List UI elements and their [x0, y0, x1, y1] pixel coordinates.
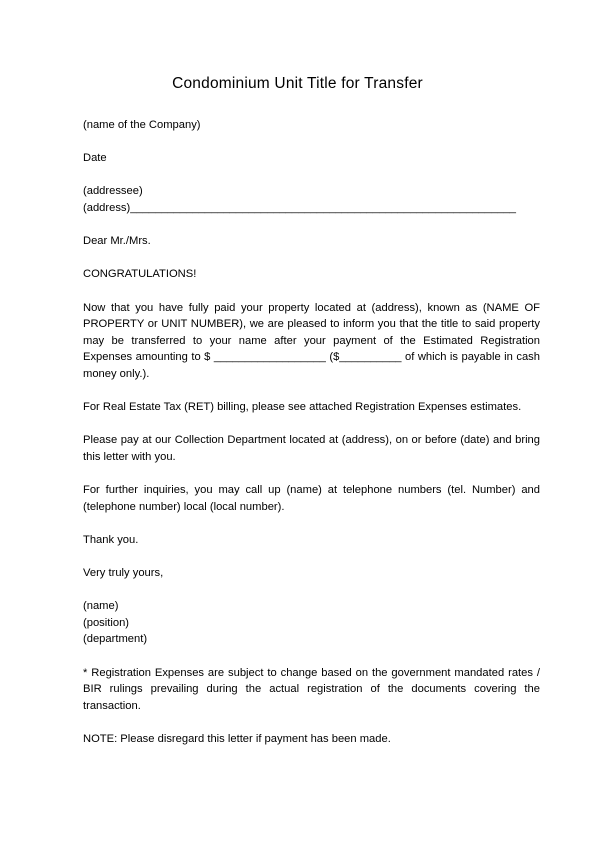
- closing-line: Very truly yours,: [83, 567, 164, 580]
- congratulations-line: CONGRATULATIONS!: [83, 268, 197, 281]
- company-name: (name of the Company): [83, 119, 201, 131]
- inquiries-paragraph: For further inquiries, you may call up (name) at telephone numbers (tel. Number) and (telephone number) local (local number).: [83, 484, 540, 513]
- ret-billing-paragraph: For Real Estate Tax (RET) billing, please see attached Registration Expenses estimates.: [83, 401, 522, 414]
- signatory-position: (position): [83, 616, 130, 629]
- payment-paragraph: Now that you have fully paid your property located at (address), known as (NAME OF PROPERTY or UNIT NUMBER), we are pleased to inform you that the title to said property may be transferred to your name after your payment of the Estimated Registration Expenses amounting to $ __________________ ($__________ of which is payable in cash money only.).: [83, 301, 540, 380]
- note-line: NOTE: Please disregard this letter if payment has been made.: [83, 732, 391, 745]
- page-title: Condominium Unit Title for Transfer: [172, 75, 423, 92]
- thank-you-line: Thank you.: [83, 533, 139, 546]
- salutation: Dear Mr./Mrs.: [83, 235, 151, 248]
- collection-paragraph: Please pay at our Collection Department located at (address), on or before (date) and bring this letter with you.: [83, 434, 540, 463]
- address-line: (address)______________________________________________________________: [83, 201, 517, 214]
- addressee-line: (addressee): [83, 185, 143, 198]
- date-line: Date: [83, 152, 107, 165]
- letter-body: [83, 117, 540, 764]
- addressee-block: [83, 183, 540, 216]
- signatory-department: (department): [83, 633, 148, 646]
- signatory-name: (name): [83, 600, 119, 613]
- signature-block: [83, 598, 540, 648]
- footnote: * Registration Expenses are subject to change based on the government mandated rates / BIR rulings prevailing during the actual registration of the documents covering the transaction.: [83, 666, 540, 712]
